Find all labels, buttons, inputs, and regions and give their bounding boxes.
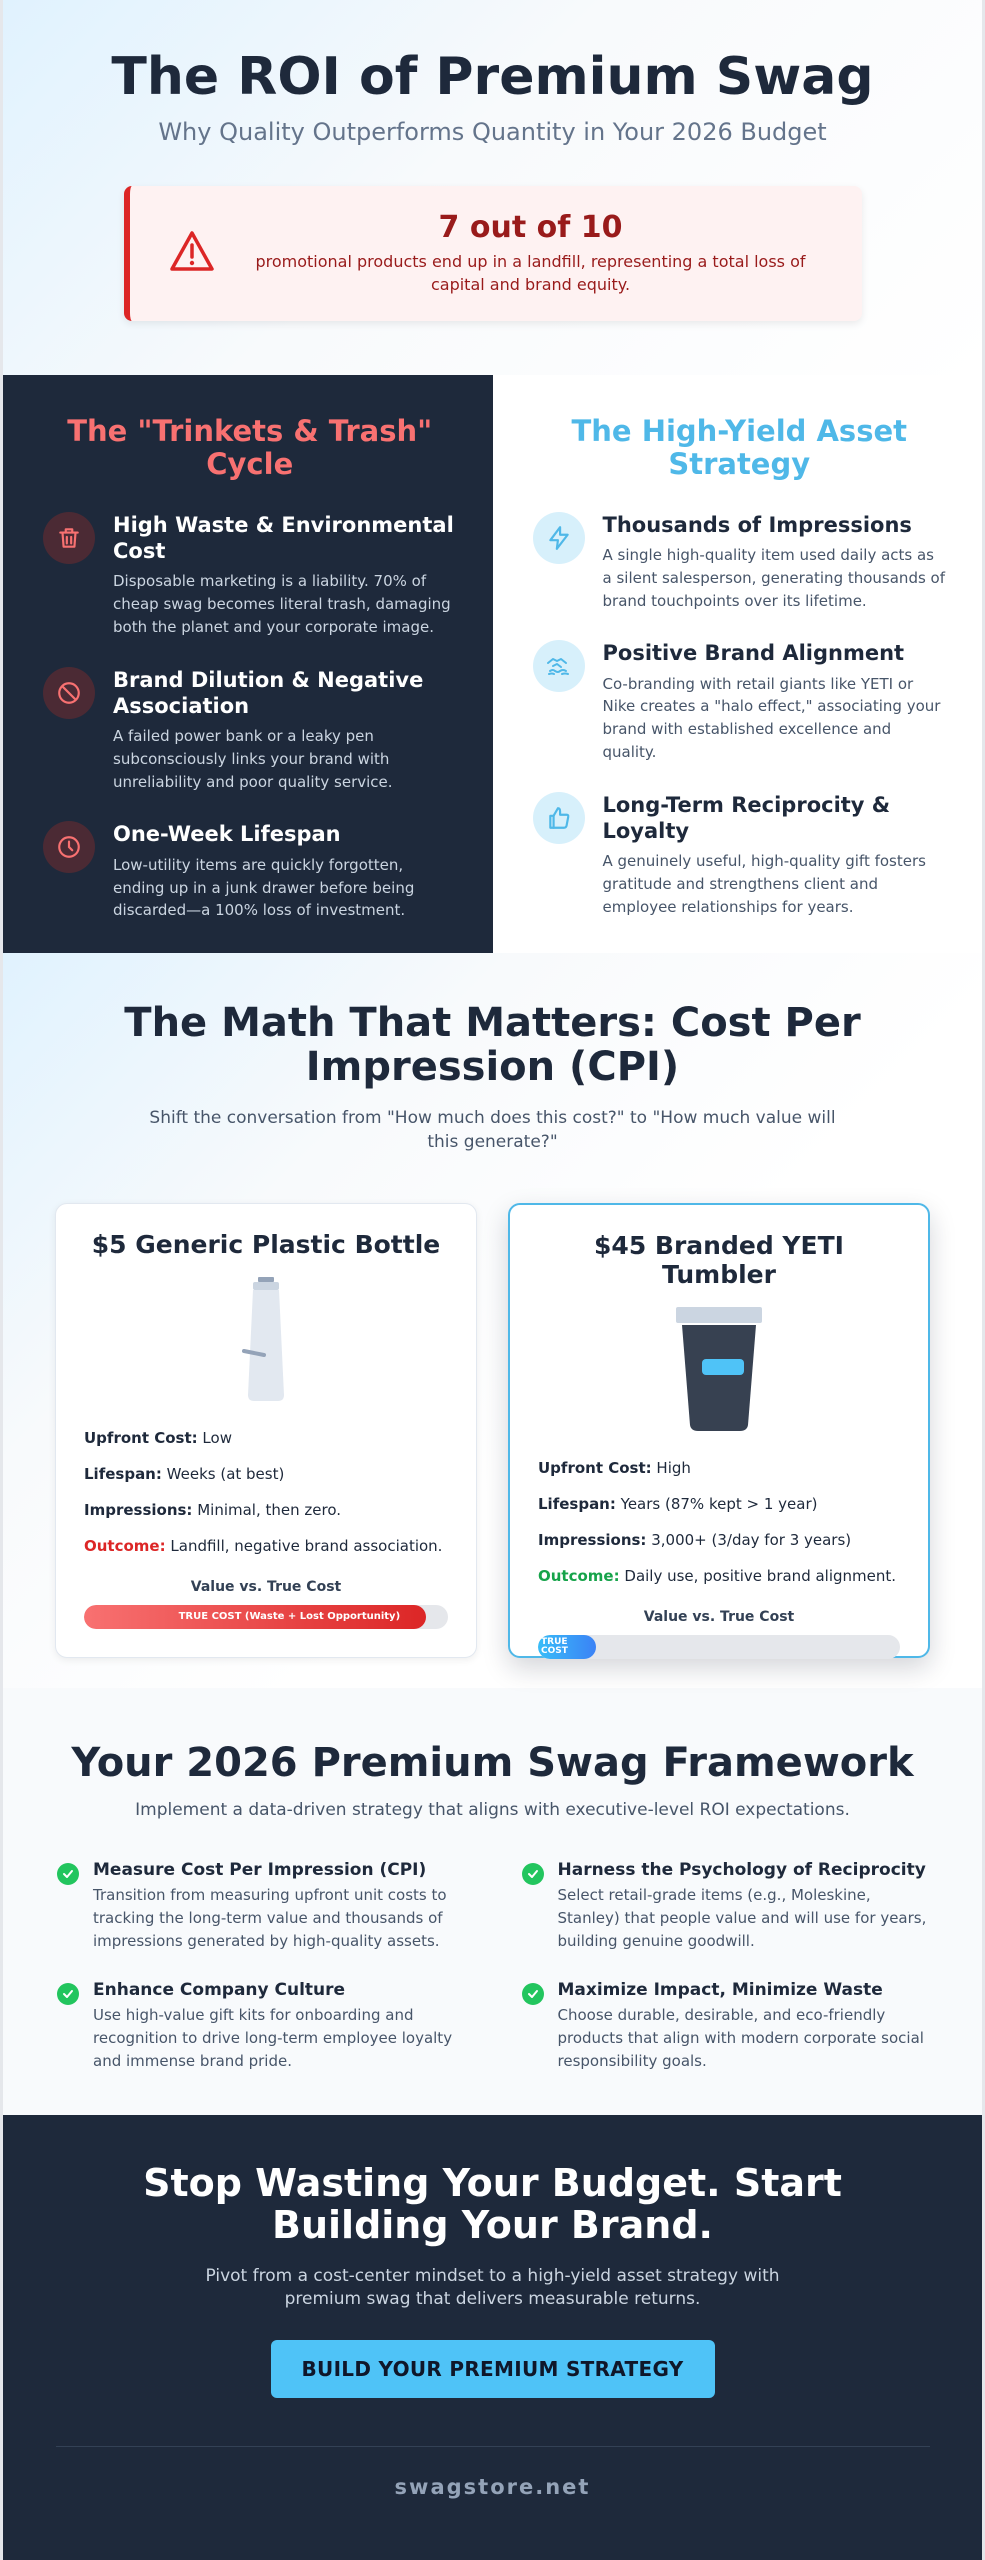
comparison-section — [3, 375, 982, 953]
list-item — [57, 1860, 466, 1952]
item-title: Positive Brand Alignment — [602, 641, 905, 666]
item-text: Choose durable, desirable, and eco-friendly products that align with modern corporate social responsibility goals. — [557, 2006, 924, 2070]
hero-section — [3, 0, 982, 375]
list-item — [533, 792, 947, 919]
plastic-bottle-icon — [84, 1277, 448, 1407]
asset-strategy-column — [493, 375, 983, 953]
value-bar-label: Value vs. True Cost — [190, 1578, 342, 1595]
check-circle-icon — [57, 1983, 79, 2005]
lifespan-row: Lifespan: Years (87% kept > 1 year) — [538, 1494, 818, 1513]
check-circle-icon — [57, 1863, 79, 1885]
item-title: High Waste & Environmental Cost — [113, 512, 454, 563]
list-item — [43, 512, 457, 639]
trinkets-column — [3, 375, 493, 953]
brand-link[interactable]: swagstore.net — [394, 2475, 591, 2500]
cta-title: Stop Wasting Your Budget. Start Building Your Brand. — [143, 2161, 842, 2247]
item-text: Select retail-grade items (e.g., Moleskine, Stanley) that people value and will use for years, building genuine goodwill. — [557, 1886, 927, 1950]
ban-icon — [43, 667, 95, 719]
asset-strategy-title: The High-Yield Asset Strategy — [571, 414, 907, 482]
true-cost-bar — [84, 1605, 448, 1629]
item-text: A failed power bank or a leaky pen subconsciously links your brand with unreliability and poor quality service. — [113, 727, 393, 791]
cta-section — [3, 2115, 982, 2560]
true-cost-bar — [538, 1635, 900, 1659]
build-strategy-button[interactable]: BUILD YOUR PREMIUM STRATEGY — [271, 2340, 715, 2398]
check-circle-icon — [522, 1863, 544, 1885]
true-cost-bar-fill: TRUE COST — [538, 1635, 596, 1659]
page-subtitle: Why Quality Outperforms Quantity in Your 2026 Budget — [158, 117, 827, 146]
item-title: Thousands of Impressions — [602, 512, 912, 537]
item-text: A single high-quality item used daily acts as a silent salesperson, generating thousands of brand touchpoints over its lifetime. — [602, 545, 946, 610]
framework-subtitle: Implement a data-driven strategy that aligns with executive-level ROI expectations. — [135, 1800, 850, 1820]
value-bar-label: Value vs. True Cost — [643, 1608, 795, 1625]
item-title: Harness the Psychology of Reciprocity — [557, 1860, 926, 1880]
alert-stat: 7 out of 10 — [438, 210, 623, 246]
framework-section — [3, 1688, 982, 2115]
page-title: The ROI of Premium Swag — [111, 47, 874, 107]
impressions-row: Impressions: 3,000+ (3/day for 3 years) — [538, 1530, 852, 1549]
cpi-title: The Math That Matters: Cost Per Impression (CPI) — [124, 1000, 861, 1090]
list-item — [522, 1980, 931, 2072]
item-text: Use high-value gift kits for onboarding and recognition to drive long-term employee loyalty and immense brand pride. — [93, 2006, 453, 2070]
generic-bottle-card — [55, 1203, 477, 1658]
card-title: $5 Generic Plastic Bottle — [91, 1229, 441, 1259]
yeti-tumbler-card — [508, 1203, 930, 1658]
lifespan-row: Lifespan: Weeks (at best) — [84, 1464, 285, 1483]
lightning-icon — [533, 512, 585, 564]
thumbs-up-icon — [533, 792, 585, 844]
trash-icon — [43, 512, 95, 564]
outcome-row: Outcome: Landfill, negative brand association. — [84, 1536, 443, 1555]
check-circle-icon — [522, 1983, 544, 2005]
item-text: A genuinely useful, high-quality gift fosters gratitude and strengthens client and employee relationships for years. — [602, 852, 926, 916]
footer-divider — [56, 2446, 930, 2447]
tumbler-icon — [538, 1307, 900, 1437]
list-item — [522, 1860, 931, 1952]
list-item — [533, 640, 947, 763]
item-text: Co-branding with retail giants like YETI or Nike creates a "halo effect," associating your brand with established excellence and quality. — [602, 674, 941, 761]
cpi-section — [3, 953, 982, 1688]
item-text: Low-utility items are quickly forgotten, ending up in a junk drawer before being discarded—a 100% loss of investment. — [113, 855, 415, 920]
upfront-cost-row: Upfront Cost: High — [538, 1458, 691, 1477]
trinkets-title: The "Trinkets & Trash" Cycle — [67, 414, 433, 482]
outcome-row: Outcome: Daily use, positive brand alignment. — [538, 1566, 897, 1585]
handshake-icon — [533, 640, 585, 692]
item-title: Enhance Company Culture — [93, 1980, 346, 2001]
warning-triangle-icon — [164, 229, 220, 277]
list-item — [43, 821, 457, 922]
item-title: Long-Term Reciprocity & Loyalty — [602, 792, 891, 844]
cta-subtitle: Pivot from a cost-center mindset to a high-yield asset strategy with premium swag that delivers measurable returns. — [205, 2265, 780, 2310]
item-text: Transition from measuring upfront unit costs to tracking the long-term value and thousands of impressions generated by high-quality assets. — [93, 1886, 447, 1950]
list-item — [57, 1980, 466, 2072]
item-text: Disposable marketing is a liability. 70% of cheap swag becomes literal trash, damaging both the planet and your corporate image. — [113, 572, 451, 636]
true-cost-bar-fill: TRUE COST (Waste + Lost Opportunity) — [84, 1605, 426, 1629]
alert-text: promotional products end up in a landfill, representing a total loss of capital and brand equity. — [255, 252, 806, 294]
impressions-row: Impressions: Minimal, then zero. — [84, 1500, 342, 1519]
item-title: One-Week Lifespan — [113, 822, 341, 847]
card-title: $45 Branded YETI Tumbler — [594, 1230, 844, 1289]
clock-icon — [43, 821, 95, 873]
landfill-alert — [124, 186, 862, 321]
upfront-cost-row: Upfront Cost: Low — [84, 1428, 232, 1447]
list-item — [43, 667, 457, 794]
cpi-subtitle: Shift the conversation from "How much does this cost?" to "How much value will this generate?" — [149, 1108, 836, 1152]
list-item — [533, 512, 947, 613]
item-title: Maximize Impact, Minimize Waste — [557, 1980, 883, 2001]
item-title: Measure Cost Per Impression (CPI) — [93, 1860, 427, 1880]
framework-title: Your 2026 Premium Swag Framework — [71, 1740, 914, 1786]
item-title: Brand Dilution & Negative Association — [113, 667, 424, 718]
